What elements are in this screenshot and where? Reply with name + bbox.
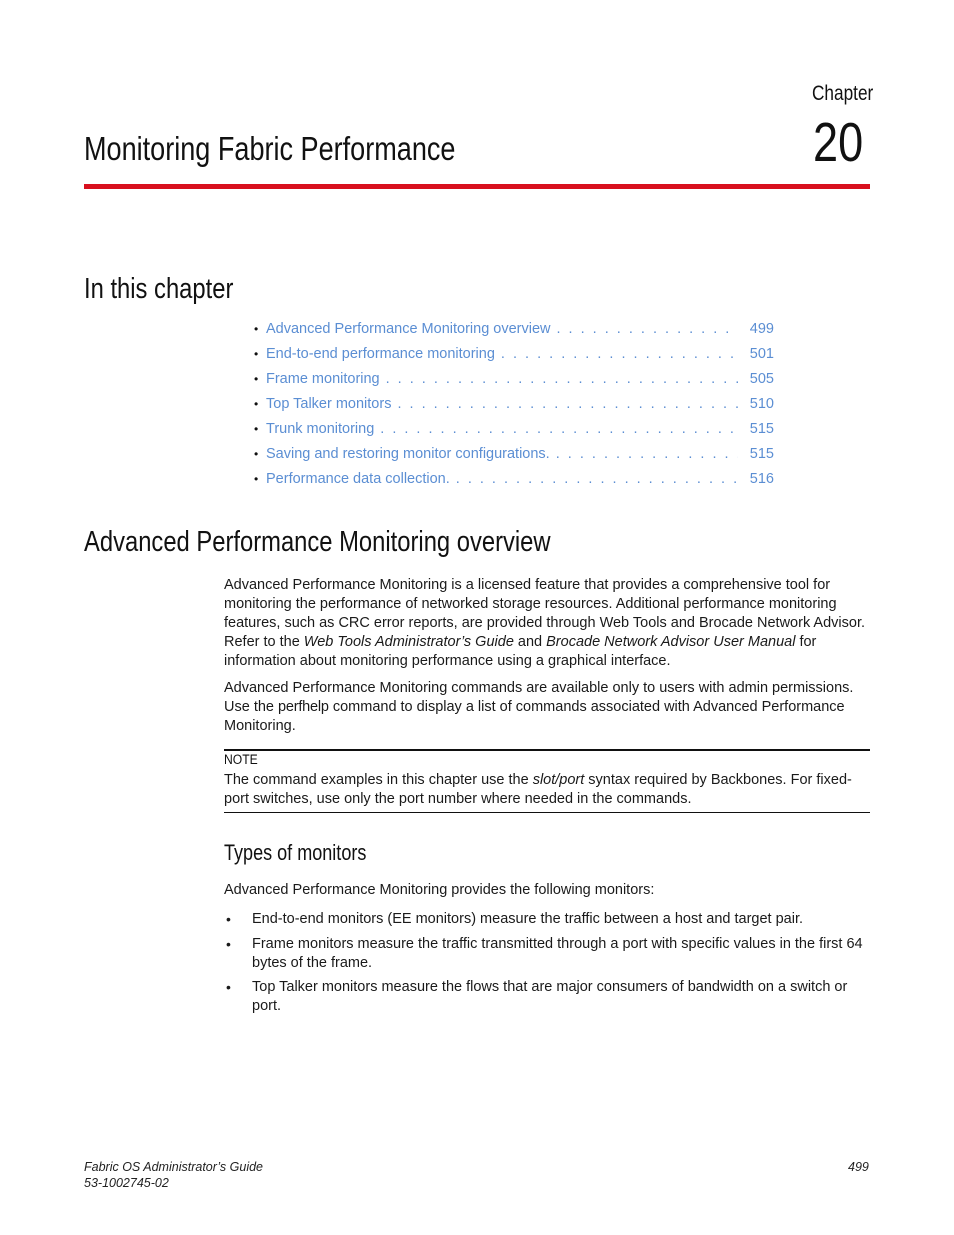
bullet-icon: • <box>254 422 259 436</box>
toc-page[interactable]: 515 <box>749 446 774 462</box>
toc-link[interactable]: End-to-end performance monitoring <box>266 346 495 362</box>
bullet-icon: • <box>226 936 231 952</box>
note-rule-top <box>224 749 870 751</box>
toc-page[interactable]: 505 <box>749 371 774 387</box>
chapter-number: 20 <box>813 111 864 173</box>
toc-link[interactable]: Trunk monitoring <box>266 421 375 437</box>
page-title: Monitoring Fabric Performance <box>84 130 456 167</box>
toc-heading: In this chapter <box>84 273 234 305</box>
bullet-icon: • <box>254 322 259 336</box>
note-label: NOTE <box>224 752 258 767</box>
toc-page[interactable]: 515 <box>749 421 774 437</box>
bullet-icon: • <box>254 347 259 361</box>
bullet-icon: • <box>226 979 231 995</box>
toc-leader <box>380 421 738 437</box>
title-rule <box>84 184 870 189</box>
bullet-icon: • <box>254 372 259 386</box>
toc-leader <box>386 371 738 387</box>
toc-list <box>254 321 774 496</box>
toc-leader <box>456 471 738 487</box>
toc-link[interactable]: Performance data collection. <box>266 471 450 487</box>
bullet-icon: • <box>254 397 259 411</box>
toc-item[interactable] <box>254 346 774 371</box>
toc-item[interactable] <box>254 321 774 346</box>
toc-page[interactable]: 516 <box>749 471 774 487</box>
toc-leader <box>557 321 739 337</box>
bullet-icon: • <box>226 911 231 927</box>
toc-link[interactable]: Frame monitoring <box>266 371 380 387</box>
overview-paragraph-2: Advanced Performance Monitoring commands are available only to users with admin permissions. Use the perfhelp command to display a list of commands associated with Advanced Performance Monitoring. <box>224 680 854 734</box>
footer-page-number: 499 <box>848 1160 869 1174</box>
emphasis: Brocade Network Advisor User Manual <box>546 634 796 650</box>
toc-item[interactable] <box>254 396 774 421</box>
bullet-icon: • <box>254 447 259 461</box>
toc-link[interactable]: Advanced Performance Monitoring overview <box>266 321 551 337</box>
toc-item[interactable] <box>254 371 774 396</box>
subsection-heading: Types of monitors <box>224 840 367 865</box>
footer-doc-id: 53-1002745-02 <box>84 1176 169 1190</box>
toc-link[interactable]: Saving and restoring monitor configurations. <box>266 446 550 462</box>
toc-page[interactable]: 510 <box>749 396 774 412</box>
toc-item[interactable] <box>254 446 774 471</box>
emphasis: Web Tools Administrator’s Guide <box>303 634 514 650</box>
toc-item[interactable] <box>254 421 774 446</box>
command-text: perfhelp <box>278 699 329 715</box>
note-rule-bottom <box>224 812 870 813</box>
overview-paragraph-1: Advanced Performance Monitoring is a licensed feature that provides a comprehensive tool for monitoring the performance of networked storage resources. Additional performance monitoring features, such as CRC error reports, are provided through Web Tools and Brocade Network Advisor. Refer to the Web Tools Administrator’s Guide and Brocade Network Advisor User Manual for information about monitoring performance using a graphical interface. <box>224 577 866 669</box>
toc-leader <box>397 396 738 412</box>
toc-page[interactable]: 499 <box>749 321 774 337</box>
chapter-label: Chapter <box>812 82 874 105</box>
types-intro: Advanced Performance Monitoring provides the following monitors: <box>224 882 655 898</box>
footer-guide-title: Fabric OS Administrator’s Guide <box>84 1160 263 1174</box>
section-heading: Advanced Performance Monitoring overview <box>84 526 551 558</box>
toc-leader <box>556 446 738 462</box>
bullet-icon: • <box>254 472 259 486</box>
toc-link[interactable]: Top Talker monitors <box>266 396 392 412</box>
toc-page[interactable]: 501 <box>749 346 774 362</box>
toc-leader <box>501 346 738 362</box>
toc-item[interactable] <box>254 471 774 496</box>
note-text: The command examples in this chapter use the slot/port syntax required by Backbones. For fixed-port switches, use only the port number where needed in the commands. <box>224 772 852 807</box>
emphasis: slot/port <box>532 772 585 788</box>
